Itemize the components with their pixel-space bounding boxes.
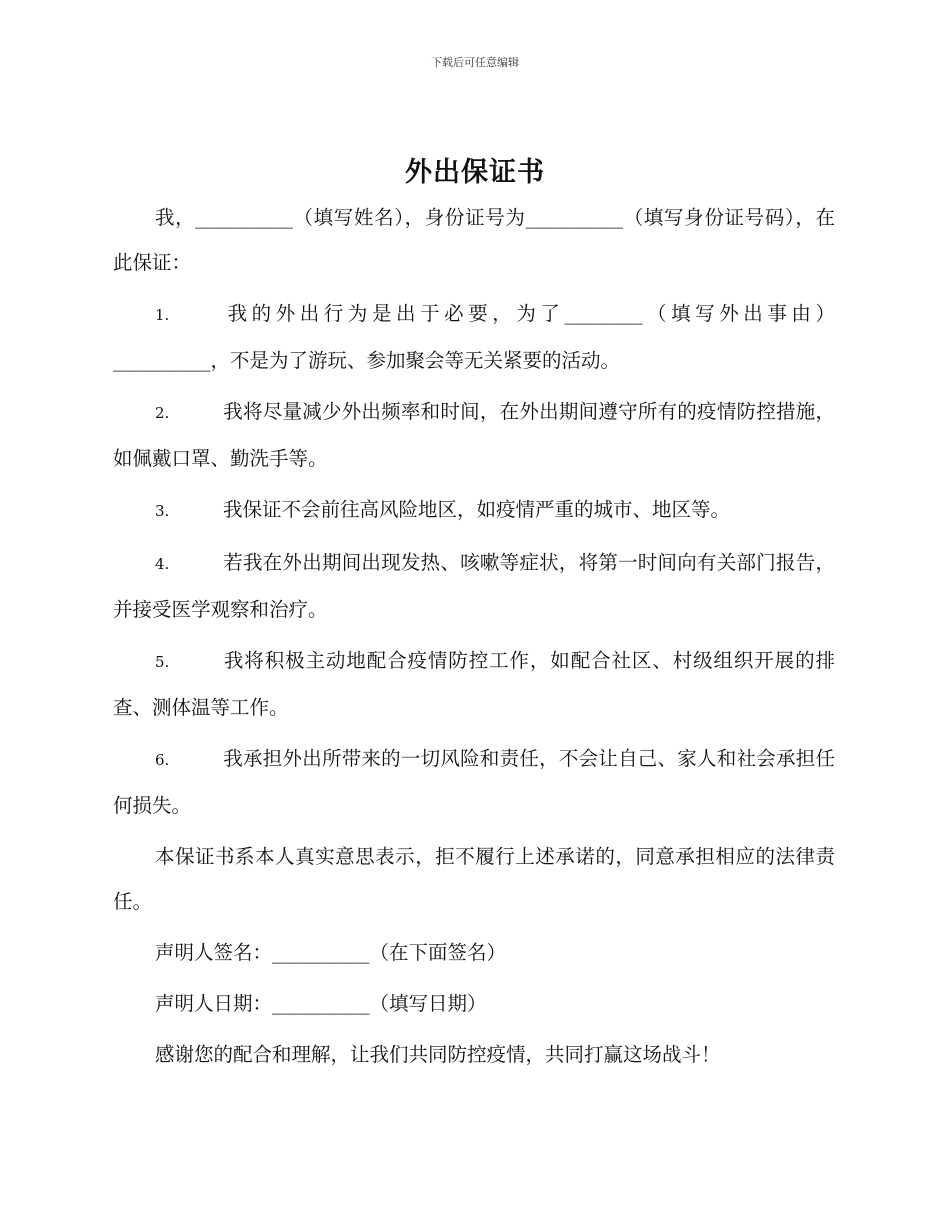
list-item-5 (113, 638, 835, 730)
list-item-4 (113, 540, 835, 632)
document-body (113, 195, 835, 1083)
signature-line: 声明人签名：__________（在下面签名） (155, 941, 507, 964)
list-item-text: 我承担外出所带来的一切风险和责任，不会让自己、家人和社会承担任何损失。 (113, 747, 835, 817)
list-item-3 (113, 487, 835, 534)
document-title: 外出保证书 (405, 157, 545, 188)
list-item-number: 1. (155, 306, 170, 324)
list-item-number: 3. (155, 502, 170, 520)
list-item-1 (113, 291, 835, 383)
date-line: 声明人日期：__________（填写日期） (155, 992, 487, 1015)
list-item-text: 我将尽量减少外出频率和时间，在外出期间遵守所有的疫情防控措施，如佩戴口罩、勤洗手等。 (113, 400, 835, 470)
list-item-number: 5. (155, 653, 170, 671)
list-item-text: 我保证不会前往高风险地区，如疫情严重的城市、地区等。 (223, 498, 731, 521)
list-item-text: 我的外出行为是出于必要，为了________（填写外出事由）__________，不是为了游玩、参加聚会等无关紧要的活动。 (113, 302, 835, 372)
list-item-6 (113, 736, 835, 828)
list-item-text: 若我在外出期间出现发热、咳嗽等症状，将第一时间向有关部门报告，并接受医学观察和治疗。 (113, 551, 835, 621)
closing-paragraph: 感谢您的配合和理解，让我们共同防控疫情，共同打赢这场战斗！ (155, 1043, 721, 1066)
list-item-2 (113, 389, 835, 481)
intro-paragraph: 我，__________（填写姓名），身份证号为__________（填写身份证号码），在此保证： (113, 206, 835, 274)
list-item-number: 6. (155, 751, 170, 769)
statement-paragraph: 本保证书系本人真实意思表示，拒不履行上述承诺的，同意承担相应的法律责任。 (113, 845, 835, 913)
list-item-number: 4. (155, 555, 170, 573)
header-note: 下载后可任意编辑 (431, 56, 519, 69)
list-item-text: 我将积极主动地配合疫情防控工作，如配合社区、村级组织开展的排查、测体温等工作。 (113, 649, 835, 719)
list-item-number: 2. (155, 404, 170, 422)
